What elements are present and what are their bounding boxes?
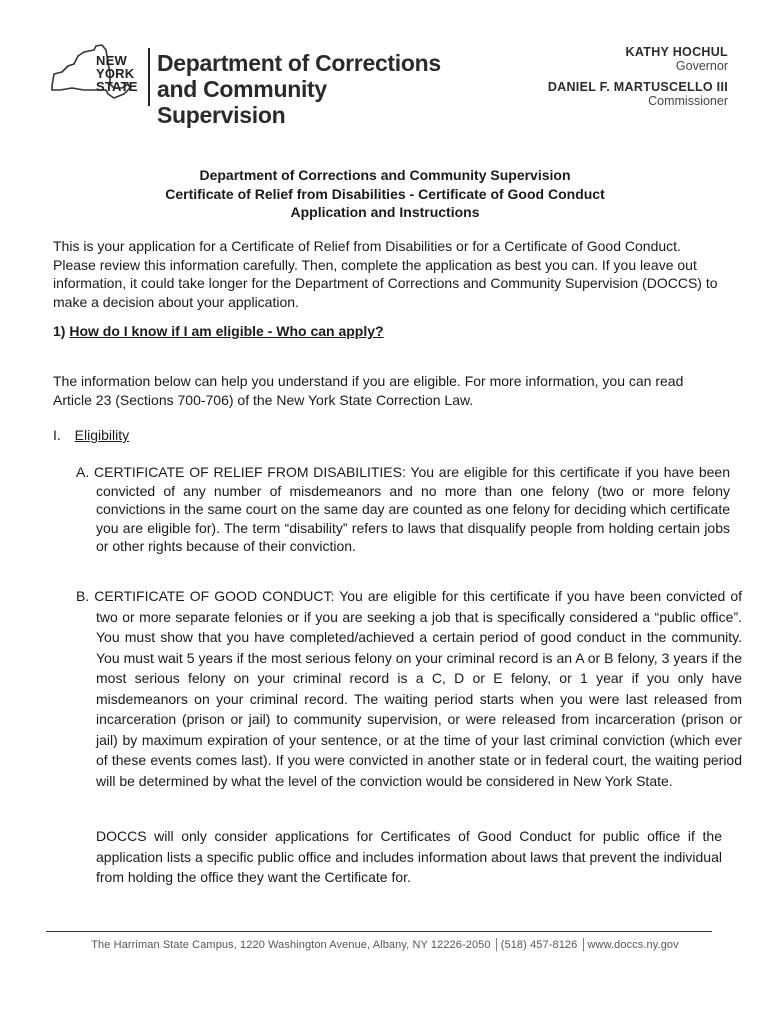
state-wordmark-line: YORK <box>96 66 135 81</box>
title-line: Department of Corrections and Community Supervision <box>199 167 571 183</box>
nys-doccs-logo <box>44 44 444 128</box>
section-numeral: I. <box>53 427 61 443</box>
agency-name-line: and Community Supervision <box>157 76 327 128</box>
letterhead <box>0 0 770 130</box>
title-line: Application and Instructions <box>290 204 480 220</box>
governor-title: Governor <box>675 59 728 73</box>
agency-name-line: Department of Corrections <box>157 50 441 76</box>
logo-divider <box>148 48 150 106</box>
commissioner-title: Commissioner <box>648 94 728 108</box>
state-wordmark-line: NEW <box>96 53 127 68</box>
officials-block <box>548 45 728 115</box>
section-heading <box>53 426 129 445</box>
document-title <box>0 166 770 222</box>
footer-divider <box>46 931 712 932</box>
eligibility-item-b: B. CERTIFICATE OF GOOD CONDUCT: You are eligible for this certificate if you have been convicted of two or more separate felonies or if you are seeking a job that is specifically considered a “public office”. You must show that you have completed/achieved a certain period of good conduct in the community. You must wait 5 years if the most serious felony on your criminal record is an A or B felony, 3 years if the most serious felony on your criminal record is a C, D or E felony, or 1 year if you only have misdemeanors on your criminal record. The waiting period starts when you were last released from incarceration (prison or jail) to community supervision, or were released from incarceration (prison or jail) by maximum expiration of your sentence, or at the time of your last criminal conviction (which ever of these events comes last). If you were convicted in another state or in federal court, the waiting period will be determined by what the level of the conviction would be considered in New York State. <box>76 588 742 789</box>
agency-name <box>157 50 444 128</box>
state-wordmark <box>96 54 138 93</box>
commissioner-name: DANIEL F. MARTUSCELLO III <box>547 80 728 94</box>
question-number: 1) <box>53 323 66 339</box>
section-title: Eligibility <box>74 427 130 443</box>
question-heading <box>53 322 384 341</box>
state-wordmark-line: STATE <box>96 79 138 94</box>
public-office-note: DOCCS will only consider applications for Certificates of Good Conduct for public office if the application lists a specific public office and includes information about laws that prevent the individual from holding the office they want the Certificate for. <box>96 828 722 885</box>
footer-address: The Harriman State Campus, 1220 Washington Avenue, Albany, NY 12226-2050 │(518) 457-8126 │www.doccs.ny.gov <box>91 939 679 951</box>
governor-name: KATHY HOCHUL <box>625 45 728 59</box>
title-line: Certificate of Relief from Disabilities - Certificate of Good Conduct <box>165 185 605 202</box>
intro-paragraph: This is your application for a Certificate of Relief from Disabilities or for a Certificate of Good Conduct. Please review this information carefully. Then, complete the application as best you can. If you leave out information, it could take longer for the Department of Corrections and Community Supervision (DOCCS) to make a decision about your application. <box>53 238 718 310</box>
question-text: How do I know if I am eligible - Who can apply? <box>69 323 384 339</box>
eligibility-item-a: A. CERTIFICATE OF RELIEF FROM DISABILITIES: You are eligible for this certificate if you have been convicted of any number of misdemeanors and no more than one felony (two or more felony convictions in the same court on the same day are counted as one felony for deciding which certificate you are eligible for). The term “disability” refers to laws that disqualify people from holding certain jobs or other rights because of their conviction. <box>76 464 730 554</box>
info-paragraph: The information below can help you understand if you are eligible. For more information, you can read Article 23 (Sections 700-706) of the New York State Correction Law. <box>53 373 684 408</box>
